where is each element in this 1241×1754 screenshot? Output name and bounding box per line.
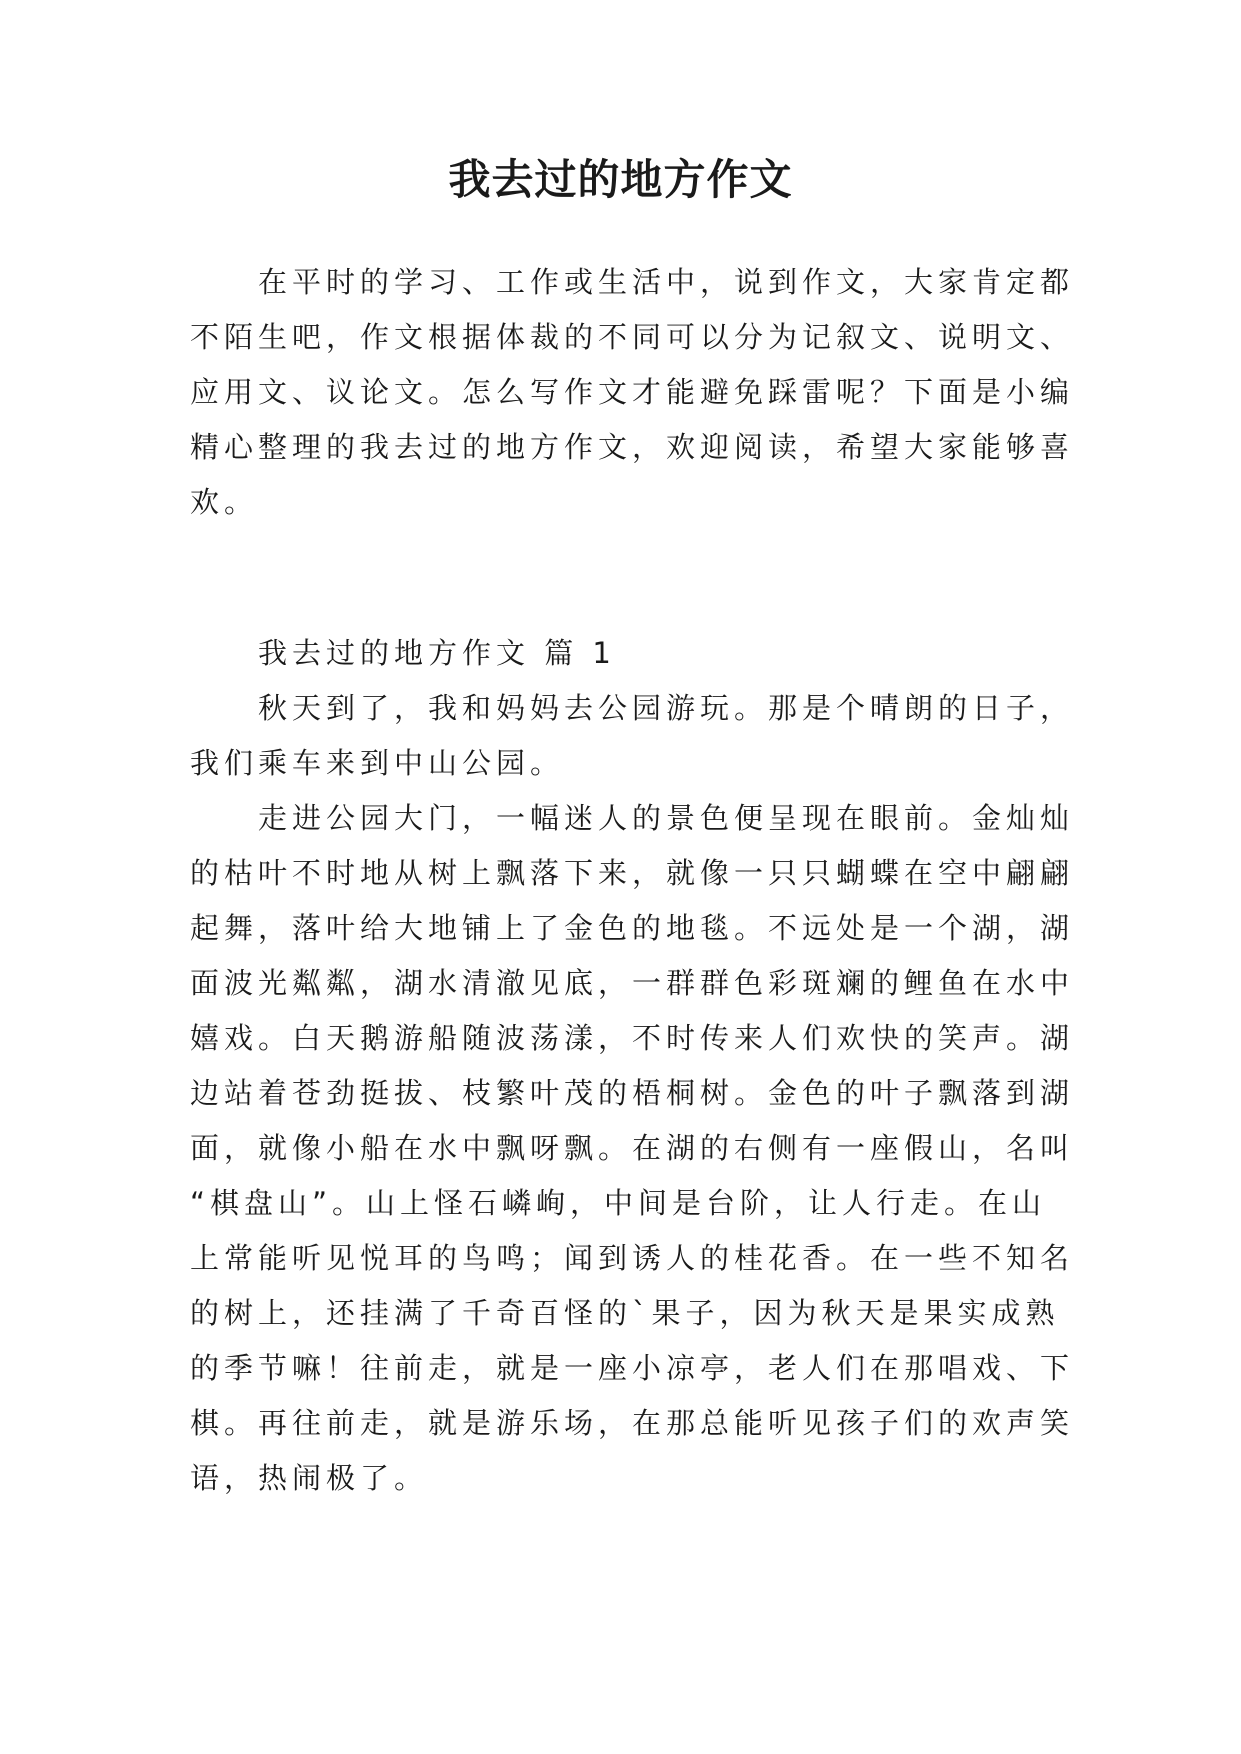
para2-line-5: 嬉戏。白天鹅游船随波荡漾，不时传来人们欢快的笑声。湖	[190, 1021, 1075, 1055]
para2-line-11: 的季节嘛！往前走，就是一座小凉亭，老人们在那唱戏、下	[190, 1351, 1075, 1385]
para2-line-7: 面，就像小船在水中飘呀飘。在湖的右侧有一座假山，名叫	[190, 1131, 1075, 1165]
intro-line-4: 精心整理的我去过的地方作文，欢迎阅读，希望大家能够喜	[190, 430, 1075, 464]
para1-line-1: 秋天到了，我和妈妈去公园游玩。那是个晴朗的日子，	[258, 691, 1075, 725]
section-heading: 我去过的地方作文 篇 1	[258, 636, 616, 670]
para2-line-6: 边站着苍劲挺拔、枝繁叶茂的梧桐树。金色的叶子飘落到湖	[190, 1076, 1075, 1110]
para2-line-9: 上常能听见悦耳的鸟鸣；闻到诱人的桂花香。在一些不知名	[190, 1241, 1075, 1275]
para2-line-8: “棋盘山”。山上怪石嶙峋，中间是台阶，让人行走。在山	[190, 1186, 1047, 1220]
intro-line-3: 应用文、议论文。怎么写作文才能避免踩雷呢？下面是小编	[190, 375, 1075, 409]
para1-line-2: 我们乘车来到中山公园。	[190, 746, 565, 780]
para2-line-1: 走进公园大门，一幅迷人的景色便呈现在眼前。金灿灿	[258, 801, 1075, 835]
document-title: 我去过的地方作文	[448, 155, 793, 204]
para2-line-12: 棋。再往前走，就是游乐场，在那总能听见孩子们的欢声笑	[190, 1406, 1075, 1440]
intro-line-2: 不陌生吧，作文根据体裁的不同可以分为记叙文、说明文、	[190, 320, 1075, 354]
para2-line-2: 的枯叶不时地从树上飘落下来，就像一只只蝴蝶在空中翩翩	[190, 856, 1075, 890]
para2-line-13: 语，热闹极了。	[190, 1461, 429, 1495]
para2-line-10: 的树上，还挂满了千奇百怪的`果子，因为秋天是果实成熟	[190, 1296, 1060, 1330]
para2-line-3: 起舞，落叶给大地铺上了金色的地毯。不远处是一个湖，湖	[190, 911, 1075, 945]
intro-line-5: 欢。	[190, 485, 259, 519]
intro-line-1: 在平时的学习、工作或生活中，说到作文，大家肯定都	[258, 265, 1075, 299]
para2-line-4: 面波光粼粼，湖水清澈见底，一群群色彩斑斓的鲤鱼在水中	[190, 966, 1075, 1000]
